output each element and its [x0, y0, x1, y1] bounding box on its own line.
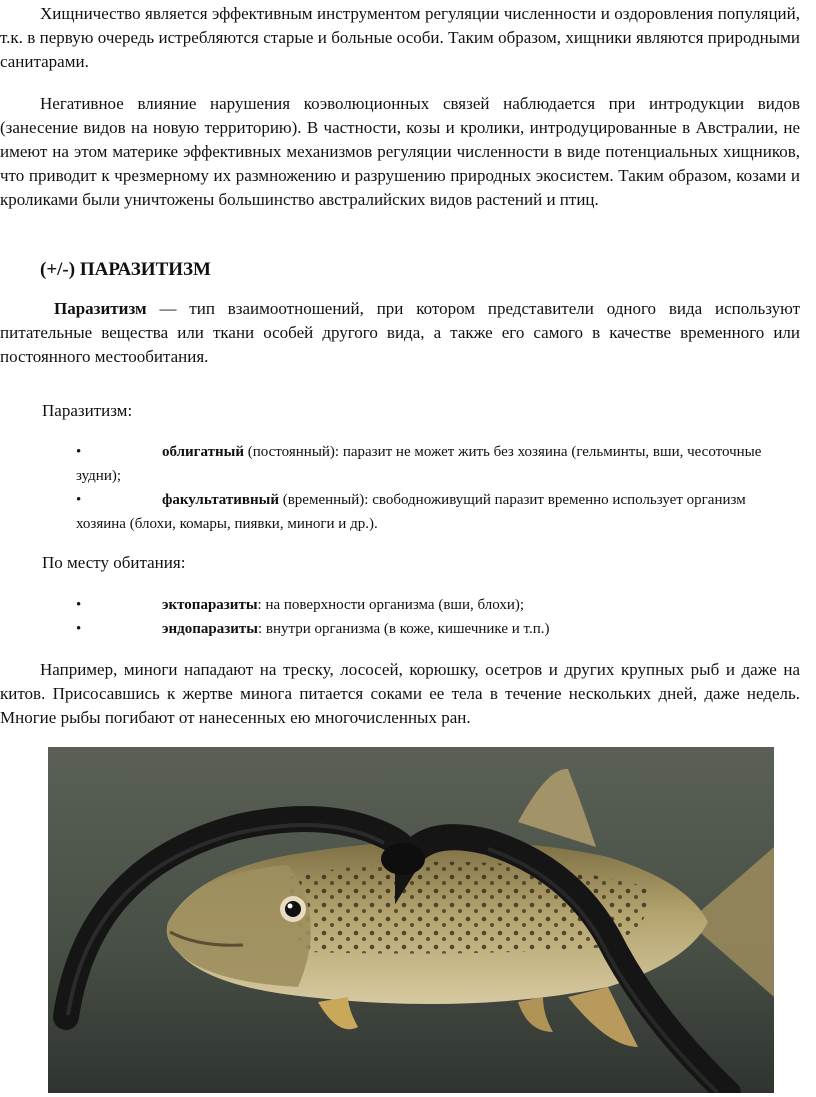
definition-text: — тип взаимоотношений, при котором представители одного вида используют питательные вещества или ткани особей другого вида, а также его самого в качестве временного или постоянного местообитания.: [0, 299, 800, 366]
type-term: облигатный: [162, 444, 244, 460]
type-term: факультативный: [162, 492, 279, 508]
habitat-text: : внутри организма (в коже, кишечнике и т.п.): [257, 621, 550, 637]
list-item: [76, 488, 766, 536]
habitat-label: По месту обитания:: [42, 553, 186, 572]
paragraph-definition: [0, 297, 800, 369]
list-item: [76, 617, 766, 641]
lamprey-oral-disc: [381, 843, 425, 875]
list-item: [76, 440, 766, 488]
bullet: •: [76, 444, 82, 460]
definition-term: Паразитизм: [54, 299, 147, 318]
bullet: •: [76, 597, 82, 613]
habitat-text: : на поверхности организма (вши, блохи);: [257, 597, 525, 613]
habitat-list: [76, 593, 766, 641]
habitat-term: эктопаразиты: [162, 597, 258, 613]
lamprey-on-trout-photo: [48, 747, 774, 1093]
types-list: [76, 440, 766, 536]
type-text: (временный): свободноживущий паразит временно использует организм хозяина (блохи, комары, пиявки, миноги и др.).: [76, 492, 746, 532]
bullet: •: [76, 492, 82, 508]
paragraph-introduction: Негативное влияние нарушения коэволюционных связей наблюдается при интродукции видов (занесение видов на новую территорию). В частности, козы и кролики, интродуцированные в Австралии, не имеют на этом материке эффективных механизмов регуляции численности в виде потенциальных хищников, что приводит к чрезмерному их размножению и разрушению природных экосистем. Таким образом, козами и кроликами были уничтожены большинство австралийских видов растений и птиц.: [0, 94, 800, 209]
section-heading: (+/-) ПАРАЗИТИЗМ: [40, 259, 211, 280]
types-label: Паразитизм:: [42, 401, 133, 420]
photo-illustration: [48, 747, 774, 1093]
paragraph-lamprey: Например, миноги нападают на треску, лососей, корюшку, осетров и других крупных рыб и даже на китов. Присосавшись к жертве минога питается соками ее тела в течение нескольких дней, даже недель. Многие рыбы погибают от нанесенных ею многочисленных ран.: [0, 660, 800, 727]
paragraph-predation: Хищничество является эффективным инструментом регуляции численности и оздоровления популяций, т.к. в первую очередь истребляются старые и больные особи. Таким образом, хищники являются природными санитарами.: [0, 4, 800, 71]
type-text: (постоянный): паразит не может жить без хозяина (гельминты, вши, чесоточные зудни);: [76, 444, 762, 484]
list-item: [76, 593, 766, 617]
bullet: •: [76, 621, 82, 637]
habitat-term: эндопаразиты: [162, 621, 258, 637]
